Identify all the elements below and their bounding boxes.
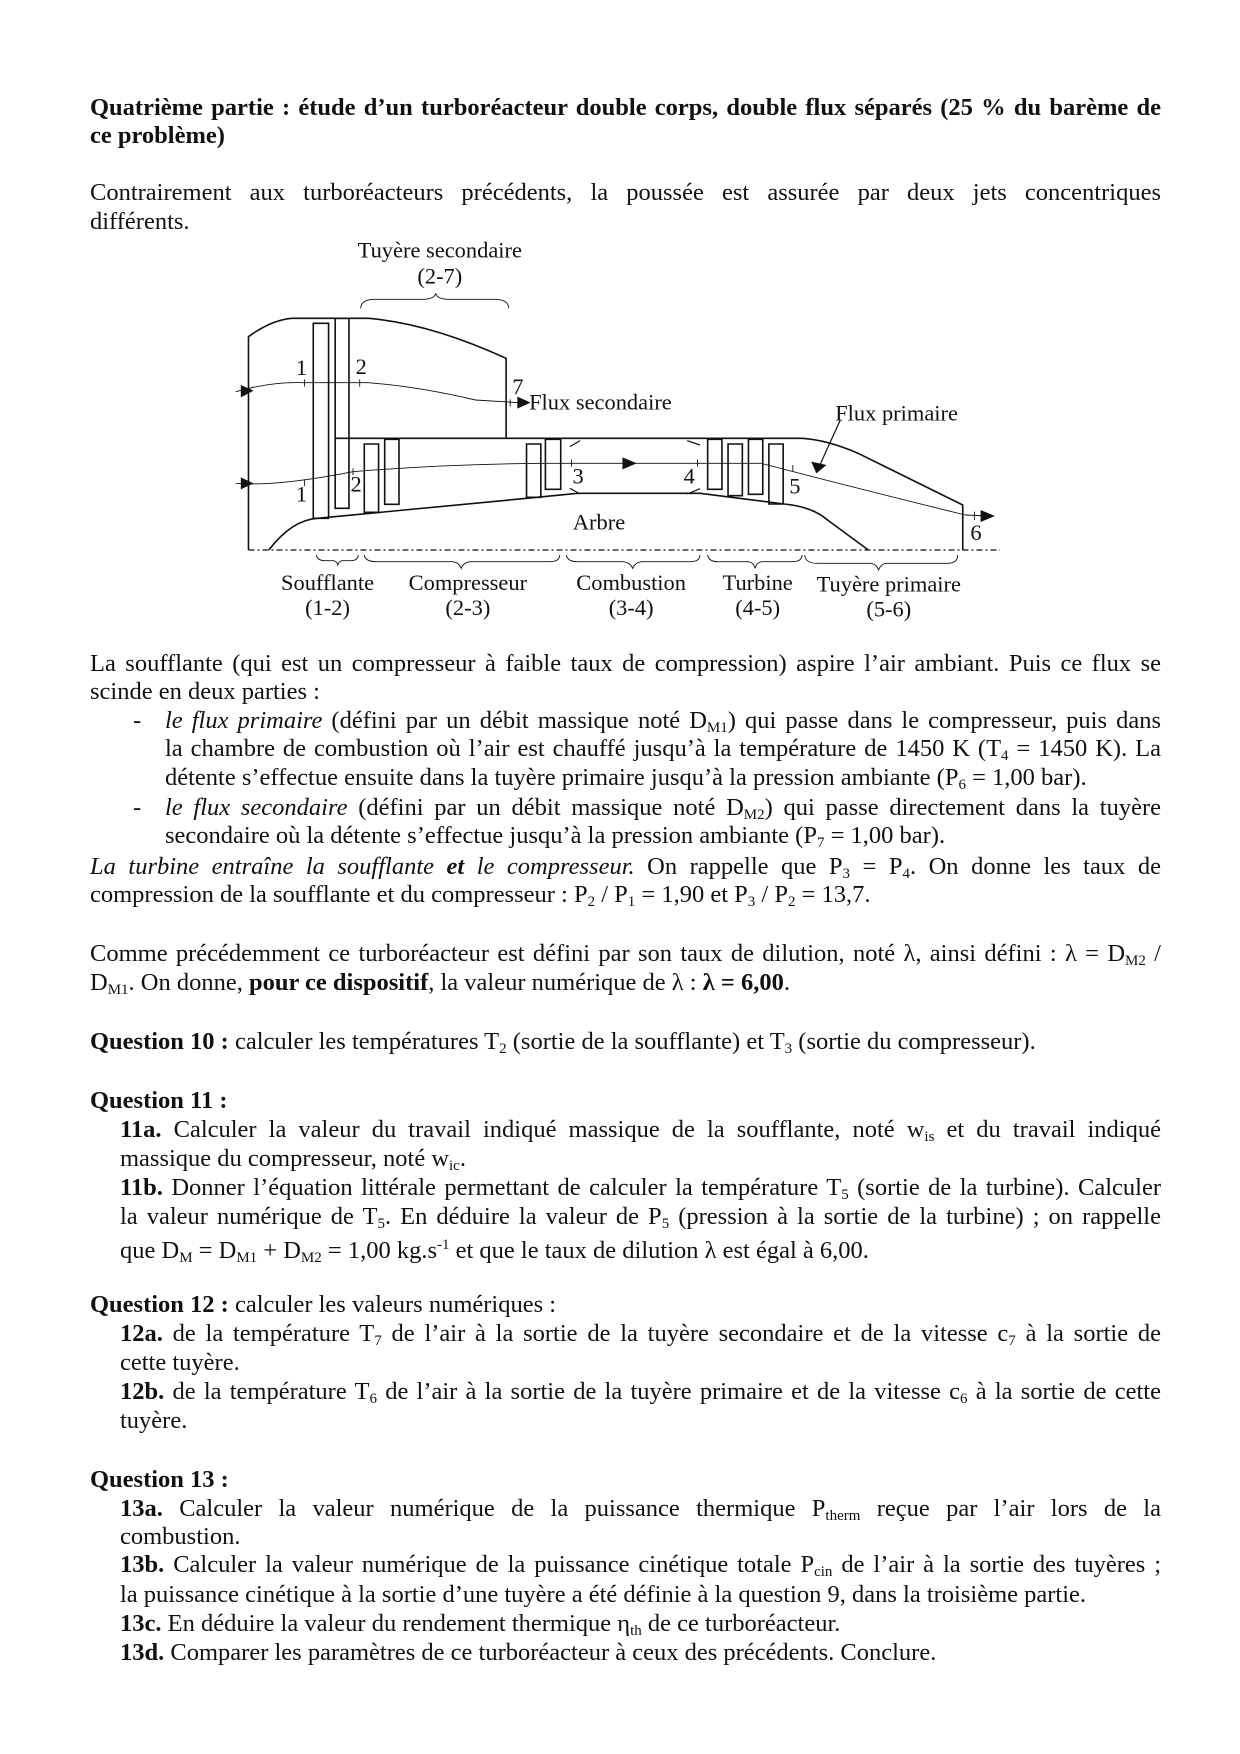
text-segment: = D: [192, 1237, 237, 1264]
text-segment: Comparer les paramètres de ce turboréacteur à ceux des précédents. Conclure.: [164, 1639, 937, 1666]
component-range: (5-6): [866, 596, 912, 622]
nacelle-outline: [248, 318, 506, 550]
text-segment: scinde en deux parties :: [90, 678, 320, 705]
text-segment: ce problème): [90, 122, 225, 149]
text-segment: 13a.: [120, 1495, 163, 1522]
subscript: 7: [1008, 1333, 1016, 1349]
subscript: 6: [369, 1391, 377, 1407]
subscript: is: [924, 1129, 935, 1145]
text-segment: La soufflante (qui est un compresseur à faible taux de compression) aspire l’air ambiant. Puis ce flux se: [90, 650, 1161, 677]
subscript: ic: [449, 1158, 460, 1174]
text-line: [90, 1086, 1161, 1115]
subscript: 6: [960, 1391, 968, 1407]
secondary-flow-line: [236, 383, 519, 403]
text-segment: Quatrième partie : étude d’un turboréacteur double corps, double flux séparés (25 % du barème de: [90, 94, 1161, 121]
subscript: 5: [377, 1216, 385, 1232]
subscript: 4: [902, 866, 910, 882]
label-flux-primaire: Flux primaire: [835, 400, 958, 426]
text-segment: Calculer la valeur du travail indiqué massique de la soufflante, noté w: [161, 1116, 925, 1143]
text-segment: et que le taux de dilution λ est égal à 6,00.: [449, 1237, 869, 1264]
flow-arrow-icon: [622, 457, 636, 469]
component-range: (1-2): [305, 595, 350, 620]
label-arbre: Arbre: [572, 509, 626, 535]
text-segment: (sortie de la turbine). Calculer: [848, 1174, 1162, 1201]
text-segment: En déduire la valeur du rendement thermique η: [161, 1610, 631, 1637]
text-segment: = P: [850, 853, 903, 880]
station-label: 7: [512, 374, 524, 399]
turbine-blade: [728, 444, 742, 496]
text-segment: de la température T: [164, 1378, 370, 1405]
text-segment: (sortie du compresseur).: [792, 1028, 1036, 1055]
braces: [316, 293, 957, 570]
subscript: 2: [787, 894, 796, 910]
text-line: [90, 121, 1161, 150]
flow-arrow-icon: [981, 510, 995, 522]
text-line: [90, 677, 1161, 706]
station-label: 3: [572, 463, 584, 489]
flow-arrow-icon: [241, 385, 254, 397]
component-label: Soufflante: [281, 570, 375, 595]
text-segment: . On donne les taux de: [909, 853, 1161, 880]
station-label: 1: [295, 355, 308, 380]
core-casing: [335, 438, 963, 550]
text-segment: détente s’effectue ensuite dans la tuyère primaire jusqu’à la pression ambiante (P: [165, 764, 959, 791]
text-segment: Calculer la valeur numérique de la puissance thermique P: [162, 1495, 826, 1522]
subscript: therm: [825, 1508, 861, 1524]
text-segment: calculer les valeurs numériques :: [228, 1291, 557, 1318]
label-tuyere-secondaire: Tuyère secondaire: [357, 237, 522, 263]
text-segment: de l’air à la sortie de la tuyère secondaire et de la vitesse c: [381, 1320, 1009, 1347]
text-line: [120, 1406, 1161, 1435]
text-line: [120, 1522, 1161, 1551]
text-segment: Question 11 :: [90, 1087, 228, 1114]
turbine-blade: [708, 439, 722, 489]
flux-primaire-pointer: [818, 420, 840, 468]
station-label: 2: [355, 354, 367, 379]
text-segment: le flux secondaire: [165, 794, 348, 821]
text-segment: de l’air à la sortie de la tuyère primaire et de la vitesse c: [376, 1378, 961, 1405]
text-segment: Calculer la valeur numérique de la puissance cinétique totale P: [164, 1551, 815, 1578]
text-line: [90, 93, 1161, 122]
text-segment: = 1,00 kg.s: [321, 1237, 437, 1264]
text-segment: 11b.: [120, 1174, 163, 1201]
text-line: [90, 1027, 1161, 1064]
component-range: (4-5): [735, 595, 781, 620]
compressor-blade: [527, 444, 541, 497]
subscript: th: [630, 1623, 642, 1639]
turbine-blade: [748, 439, 762, 494]
text-segment: de ce turboréacteur.: [641, 1610, 841, 1637]
text-segment: combustion.: [120, 1523, 241, 1550]
subscript: 3: [842, 866, 851, 882]
text-segment: 12a.: [120, 1320, 163, 1347]
text-segment: λ = 6,00: [702, 969, 784, 996]
component-label: Turbine: [722, 570, 793, 595]
compressor-blade: [364, 444, 378, 512]
component-label: Combustion: [576, 570, 686, 595]
component-range: (2-3): [445, 595, 491, 620]
text-line: [120, 1580, 1161, 1609]
text-segment: 13c.: [120, 1610, 162, 1637]
text-segment: 13b.: [120, 1551, 165, 1578]
subscript: M2: [743, 807, 765, 823]
text-segment: tuyère.: [120, 1407, 188, 1434]
subscript: M: [179, 1250, 193, 1266]
compressor-blade: [545, 439, 560, 489]
text-segment: / P: [755, 881, 788, 908]
subscript: 6: [958, 777, 966, 793]
bullet-dash: -: [133, 707, 142, 734]
text-segment: D: [90, 969, 108, 996]
subscript: 5: [661, 1216, 670, 1232]
subscript: 7: [374, 1333, 382, 1349]
text-segment: Comme précédemment ce turboréacteur est défini par son taux de dilution, noté λ, ainsi défini : λ = D: [90, 940, 1126, 967]
text-segment: Question 10 :: [90, 1028, 229, 1055]
text-segment: La turbine entraîne la soufflante: [90, 853, 447, 880]
text-segment: Question 13 :: [90, 1466, 229, 1493]
text-segment: de l’air à la sortie des tuyères ;: [832, 1551, 1161, 1578]
text-line: [90, 1465, 1161, 1494]
text-segment: Question 12 :: [90, 1291, 229, 1318]
subscript: M1: [706, 720, 728, 736]
station-label: 4: [683, 463, 695, 489]
text-segment: 11a.: [120, 1116, 162, 1143]
subscript: 4: [1001, 748, 1009, 764]
text-segment: ) qui passe dans le compresseur, puis dans: [727, 707, 1161, 734]
hub-outline: [269, 493, 868, 550]
text-segment: cette tuyère.: [120, 1349, 240, 1376]
fan-blade: [335, 318, 349, 508]
text-segment: = 1,00 bar).: [824, 822, 946, 849]
text-line: [120, 1638, 1161, 1667]
subscript: 3: [784, 1041, 793, 1057]
subscript: cin: [814, 1564, 833, 1580]
text-line: [90, 1290, 1161, 1319]
text-segment: différents.: [90, 208, 190, 235]
text-segment: (défini par un débit massique noté D: [322, 707, 707, 734]
text-segment: , la valeur numérique de λ :: [428, 969, 703, 996]
subscript: 5: [841, 1187, 849, 1203]
text-segment: Contrairement aux turboréacteurs précédents, la poussée est assurée par deux jets concentriques: [90, 179, 1161, 206]
text-segment: 13d.: [120, 1639, 165, 1666]
text-line: [90, 968, 1161, 1005]
text-segment: = 13,7.: [795, 881, 871, 908]
text-segment: et: [446, 853, 465, 880]
bullet-dash: -: [133, 794, 142, 821]
fan-blade: [313, 323, 328, 518]
text-segment: de la température T: [162, 1320, 375, 1347]
component-label: Compresseur: [408, 570, 528, 595]
text-line: [90, 649, 1161, 678]
subscript: 3: [747, 894, 756, 910]
station-label: 6: [970, 520, 982, 545]
turbofan-diagram: [200, 200, 1000, 650]
subscript: 2: [499, 1041, 507, 1057]
text-segment: la puissance cinétique à la sortie d’une tuyère a été définie à la question 9, dans la troisième partie.: [120, 1581, 1087, 1608]
station-label: 2: [350, 471, 362, 497]
subscript: M2: [1125, 953, 1146, 969]
text-segment: compression de la soufflante et du compresseur : P: [90, 881, 588, 908]
text-segment: On rappelle que P: [634, 853, 843, 880]
text-segment: ) qui passe directement dans la tuyère: [764, 794, 1161, 821]
text-segment: à la sortie de: [1015, 1320, 1161, 1347]
text-segment: massique du compresseur, noté w: [120, 1145, 450, 1172]
label-tuyere-secondaire-range: (2-7): [417, 263, 463, 289]
subscript: M1: [107, 982, 129, 998]
text-segment: .: [459, 1145, 466, 1172]
subscript: 2: [587, 894, 596, 910]
component-range: (3-4): [608, 595, 654, 620]
combustion-chamber: [570, 441, 700, 494]
subscript: M1: [236, 1250, 258, 1266]
text-segment: Donner l’équation littérale permettant de calculer la température T: [162, 1174, 842, 1201]
text-segment: = 1,00 bar).: [965, 764, 1087, 791]
text-segment: et du travail indiqué: [934, 1116, 1161, 1143]
text-segment: .: [783, 969, 790, 996]
text-segment: le compresseur.: [464, 853, 635, 880]
station-label: 5: [789, 473, 801, 499]
text-segment: = 1450 K). La: [1008, 735, 1161, 762]
text-segment: (sortie de la soufflante) et T: [506, 1028, 785, 1055]
text-segment: calculer les températures T: [228, 1028, 500, 1055]
text-segment: (pression à la sortie de la turbine) ; on rappelle: [669, 1203, 1161, 1230]
text-line: [90, 880, 1161, 917]
text-line: [120, 1231, 1161, 1273]
subscript: 1: [627, 894, 636, 910]
text-line: [120, 1348, 1161, 1377]
text-segment: = 1,90 et P: [635, 881, 748, 908]
text-segment: . En déduire la valeur de P: [384, 1203, 662, 1230]
text-segment: /: [1145, 940, 1161, 967]
text-segment: pour ce dispositif: [249, 969, 429, 996]
text-segment: la valeur numérique de T: [120, 1203, 378, 1230]
text-segment: la chambre de combustion où l’air est chauffé jusqu’à la température de 1450 K (T: [165, 735, 1002, 762]
text-segment: / P: [595, 881, 628, 908]
subscript: 7: [816, 835, 825, 851]
turbine-blade: [769, 444, 783, 504]
flow-arrow-icon: [241, 477, 254, 489]
text-segment: 12b.: [120, 1378, 165, 1405]
compressor-blade: [385, 439, 399, 504]
text-segment: (défini par un débit massique noté D: [347, 794, 744, 821]
text-segment: le flux primaire: [165, 707, 323, 734]
text-segment: secondaire où la détente s’effectue jusqu’à la pression ambiante (P: [165, 822, 817, 849]
station-label: 1: [295, 481, 308, 507]
text-segment: + D: [257, 1237, 301, 1264]
text-segment: que D: [120, 1237, 180, 1264]
superscript: -1: [437, 1237, 450, 1253]
component-label: Tuyère primaire: [816, 571, 961, 597]
text-segment: reçue par l’air lors de la: [860, 1495, 1161, 1522]
subscript: M2: [300, 1250, 322, 1266]
label-flux-secondaire: Flux secondaire: [529, 389, 672, 415]
text-segment: . On donne,: [128, 969, 249, 996]
text-segment: à la sortie de cette: [967, 1378, 1161, 1405]
